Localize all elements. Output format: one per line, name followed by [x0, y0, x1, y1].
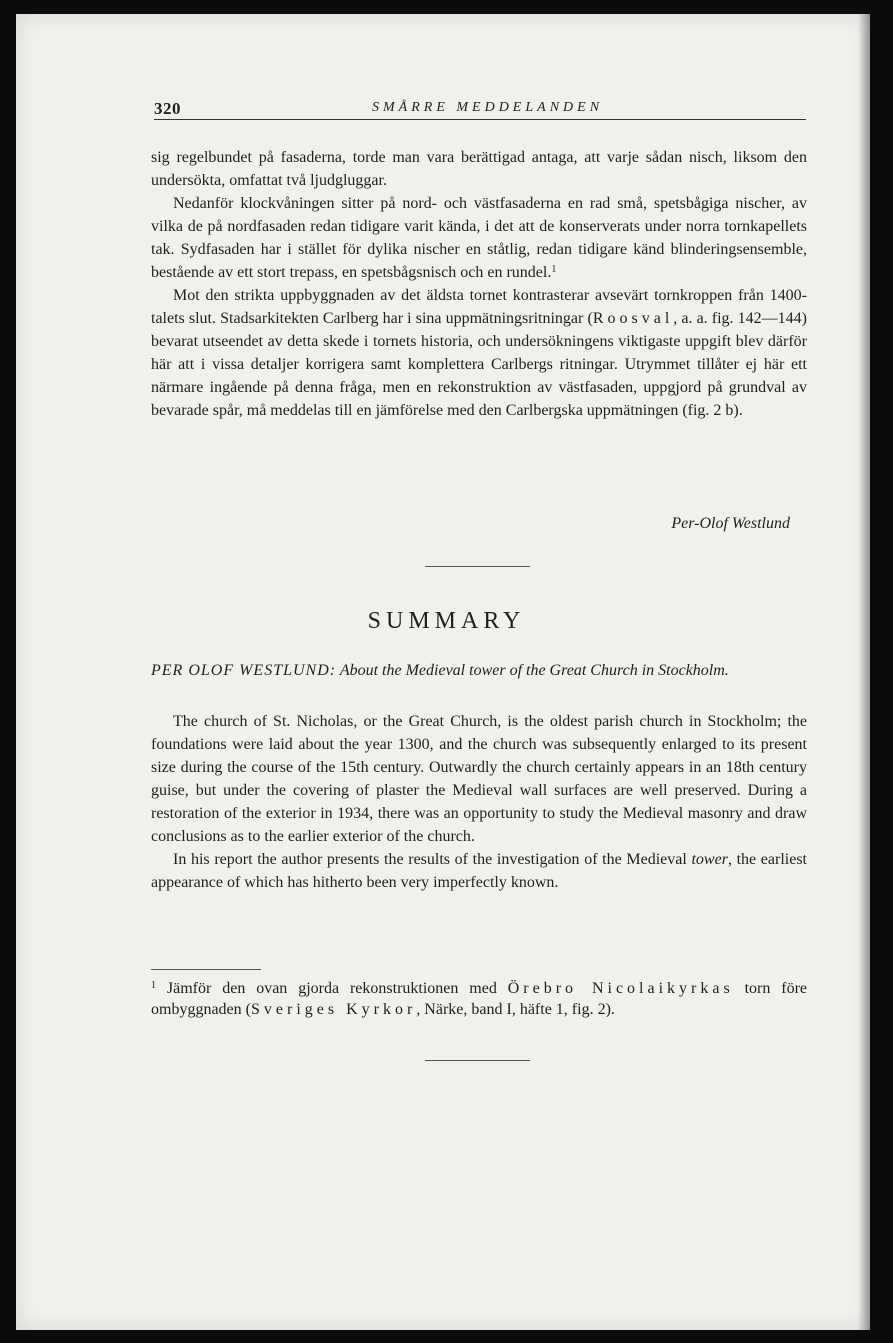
emphasis: tower — [691, 851, 728, 868]
footnote — [151, 978, 807, 1020]
end-rule — [425, 1060, 530, 1061]
running-title: SMÅRRE MEDDELANDEN — [372, 100, 604, 115]
footnote-mark: 1 — [151, 980, 156, 991]
place-name: Örebro Nicolaikyrkas — [507, 980, 734, 997]
paragraph: sig regelbundet på fasaderna, torde man vara berättigad antaga, att varje sådan nisch, liksom den undersökta, omfattat två ljudgluggar. — [151, 149, 807, 189]
paragraph — [151, 192, 807, 284]
paragraph-text: , a. a. fig. 142—144) bevarat utseendet av detta skede i tornets historia, och undersökningens viktigaste uppgift blev därför här att i vissa detaljer korrigera samt komplettera Carlbergs ritningar. Utrymmet tillåter ej här ett närmare ingående på denna fråga, men en rekonstruktion av västfasaden, uppgjord på grundval av bevarade spår, må meddelas till en jämförelse med den Carlbergska uppmätningen (fig. 2 b). — [151, 310, 807, 419]
swedish-article — [151, 146, 807, 422]
series-name: Sveriges Kyrkor — [250, 1001, 417, 1018]
footnote-rule — [151, 969, 261, 970]
summary-heading: SUMMARY — [367, 608, 526, 634]
signature: Per-Olof Westlund — [671, 515, 790, 532]
summary-author: PER OLOF WESTLUND: — [151, 662, 337, 679]
footnote-ref: 1 — [551, 264, 557, 275]
paragraph-text: Nedanför klockvåningen sitter på nord- och västfasaderna en rad små, spetsbågiga nischer, av vilka de på nordfasaden redan tidigare varit kända, i det att de konserverats under norra tornkapellets tak. Sydfasaden har i stället för dylika nischer en ståtlig, redan tidigare känd blinderingsensemble, bestående av ett stort trepass, en spetsbågsnisch och en rundel. — [151, 195, 807, 281]
footnote-text: torn före ombyggnaden ( — [151, 980, 808, 1018]
summary-work-title: About the Medieval tower of the Great Church in Stockholm. — [339, 662, 729, 679]
paragraph-text: In his report the author presents the results of the investigation of the Medieval — [173, 851, 692, 868]
paragraph-text: Mot den strikta uppbyggnaden av det äldsta tornet kontrasterar avsevärt tornkroppen från 1400-talets slut. Stadsarkitekten Carlberg har i sina uppmätningsritningar ( — [151, 287, 807, 327]
paragraph — [151, 848, 807, 894]
page-header — [154, 99, 806, 120]
paragraph: The church of St. Nicholas, or the Great Church, is the oldest parish church in Stockholm; the foundations were laid about the year 1300, and the church was subsequently enlarged to its present size during the course of the 15th century. Outwardly the church certainly appears in an 18th century guise, but under the covering of plaster the Medieval wall surfaces are well preserved. During a restoration of the exterior in 1934, there was an opportunity to study the Medieval masonry and draw conclusions as to the earlier exterior of the church. — [151, 713, 807, 845]
footnote-text: Jämför den ovan gjorda rekonstruktionen med — [156, 980, 508, 997]
page-edge-shadow — [858, 14, 870, 1330]
page-number: 320 — [154, 99, 181, 118]
separator-rule — [425, 566, 530, 567]
paragraph — [151, 284, 807, 422]
summary-body — [151, 710, 807, 894]
footnote-text: , Närke, band I, häfte 1, fig. 2). — [416, 1001, 615, 1018]
summary-title — [151, 659, 811, 682]
paragraph-text: , the earliest appearance of which has hitherto been very imperfectly known. — [151, 851, 808, 891]
author-name: Roosval — [592, 310, 674, 327]
